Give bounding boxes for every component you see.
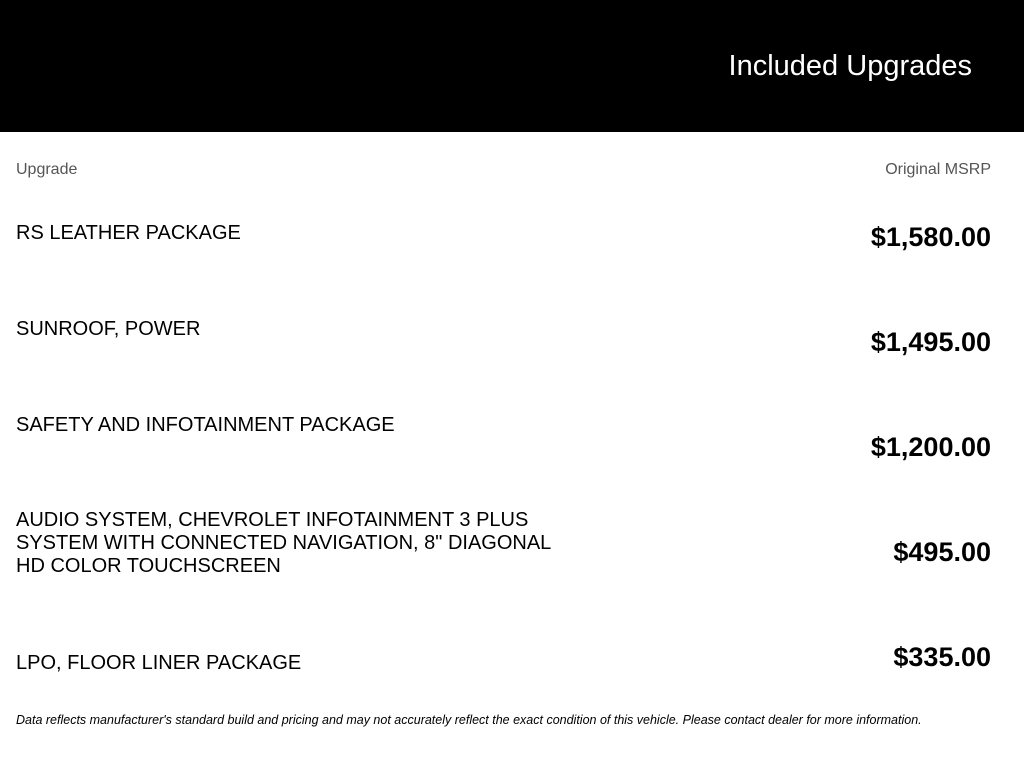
column-header-msrp: Original MSRP — [885, 161, 991, 178]
disclaimer-text: Data reflects manufacturer's standard build and pricing and may not accurately reflect the exact condition of this vehicle. Please contact dealer for more information. — [16, 713, 922, 727]
header-banner — [0, 0, 1024, 132]
page-title: Included Upgrades — [728, 50, 972, 82]
upgrade-name: LPO, FLOOR LINER PACKAGE — [16, 652, 302, 674]
upgrade-price: $1,580.00 — [870, 222, 991, 252]
upgrade-name: SAFETY AND INFOTAINMENT PACKAGE — [16, 414, 395, 436]
column-header-upgrade: Upgrade — [16, 161, 78, 178]
upgrade-name: SUNROOF, POWER — [16, 318, 201, 340]
upgrade-price: $335.00 — [893, 642, 991, 672]
upgrade-price: $495.00 — [893, 537, 991, 567]
upgrade-price: $1,200.00 — [870, 432, 991, 462]
upgrade-name: AUDIO SYSTEM, CHEVROLET INFOTAINMENT 3 PLUS SYSTEM WITH CONNECTED NAVIGATION, 8" DIAGONAL HD COLOR TOUCHSCREEN — [16, 509, 551, 577]
upgrade-price: $1,495.00 — [870, 327, 991, 357]
upgrade-name: RS LEATHER PACKAGE — [16, 222, 241, 244]
